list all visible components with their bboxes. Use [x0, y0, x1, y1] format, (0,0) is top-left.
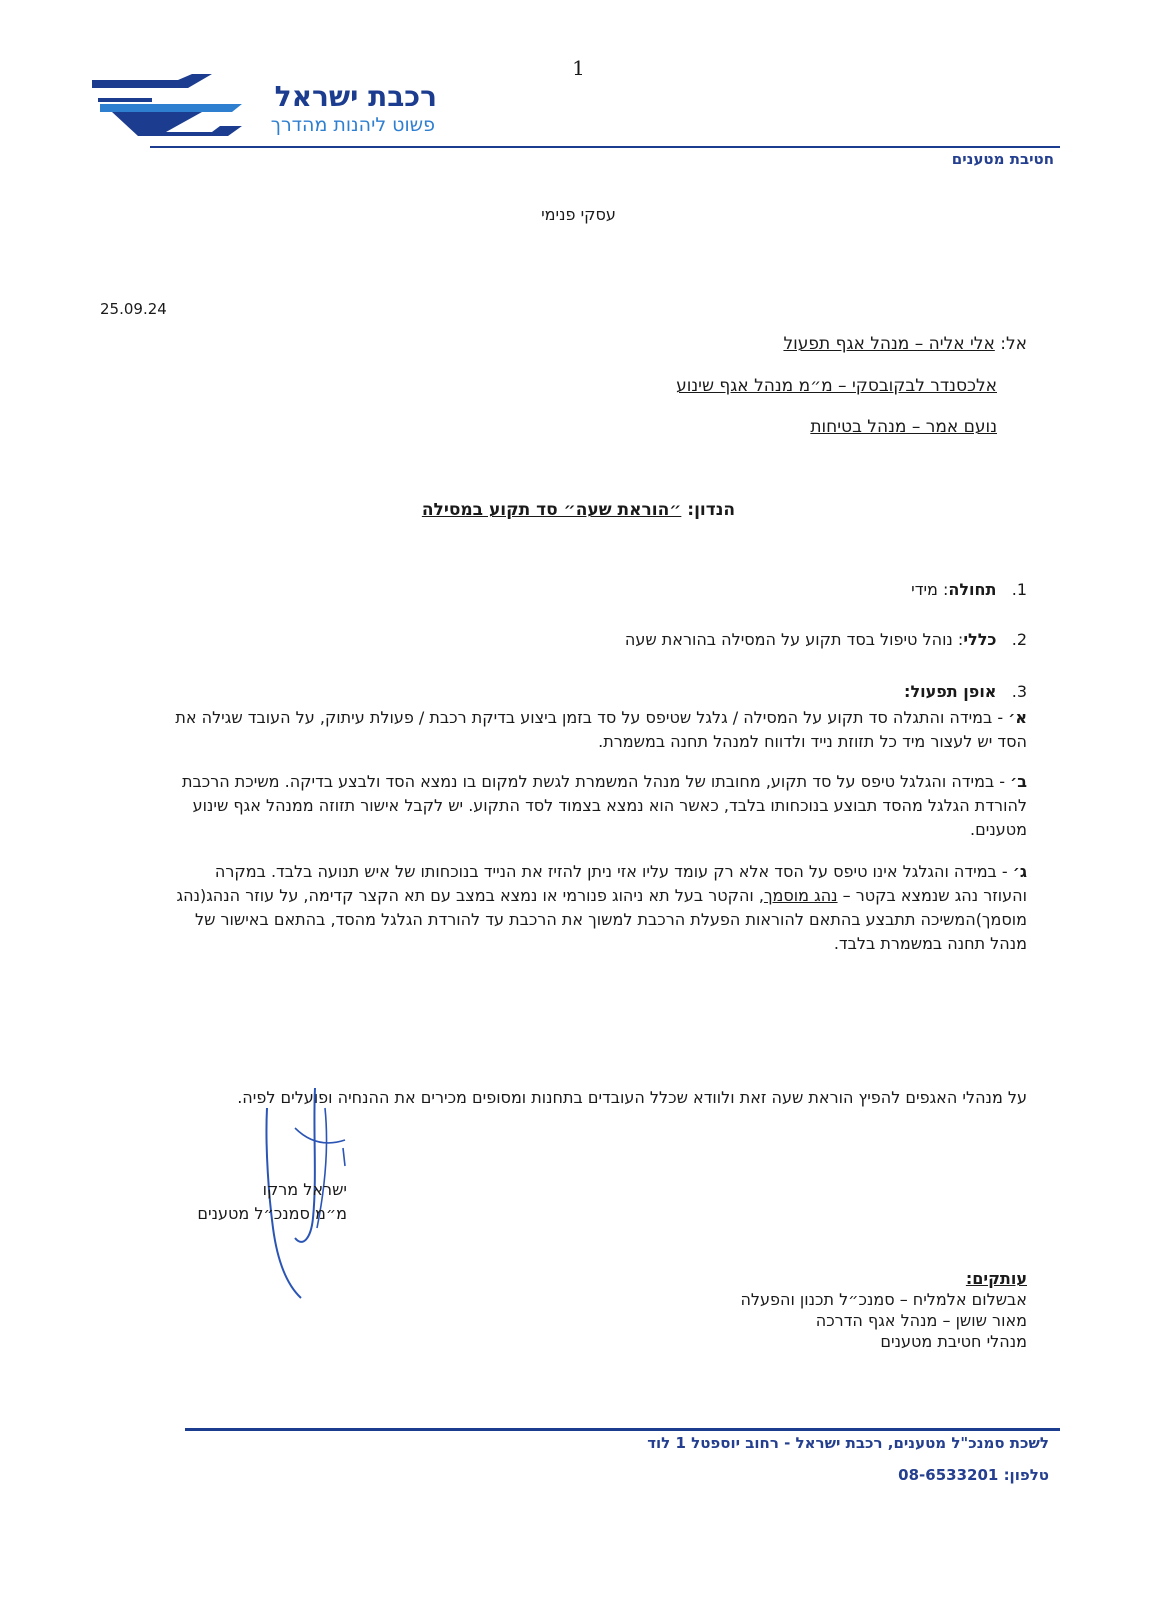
clause-letter: ג׳ [1012, 862, 1027, 881]
footer-address: לשכת סמנכ"ל מטענים, רכבת ישראל - רחוב יוספטל 1 לוד [647, 1434, 1049, 1452]
classification: עסקי פנימי [541, 205, 616, 224]
operation-clause-b [167, 770, 1027, 842]
phone-number: 08-6533201 [898, 1466, 999, 1484]
item-operation [904, 682, 1027, 701]
subject-prefix: הנדון: [687, 500, 736, 520]
subject-text: ״הוראת שעה״ סד תקוע במסילה [421, 500, 682, 520]
copy-recipient: מאור שושן – מנהל אגף הדרכה [815, 1311, 1027, 1330]
footer-phone [898, 1466, 1049, 1484]
item-label: אופן תפעול: [904, 682, 997, 701]
division-name: חטיבת מטענים [951, 150, 1054, 168]
signatory-name: ישראל מרקו [262, 1180, 347, 1199]
item-text: : נוהל טיפול בסד תקוע על המסילה בהוראת שעה [624, 630, 964, 649]
recipients-prefix: אל: [1000, 334, 1027, 354]
item-label: תחולה [948, 580, 997, 599]
clause-letter: א׳ [1008, 708, 1027, 727]
clause-letter: ב׳ [1010, 772, 1027, 791]
recipient-name: אלי אליה – מנהל אגף תפעול [783, 334, 995, 354]
footer-divider [185, 1428, 1060, 1431]
clause-text: - במידה והגלגל אינו טיפס על הסד אלא רק עומד עליו אזי ניתן להזיז את הנייד בנוכחותו של איש תנועה בלבד. במקרה והעוזר נהג שנמצא בקטר – [214, 862, 1027, 905]
operation-clause-c [167, 860, 1027, 956]
closing-paragraph: על מנהלי האגפים להפיץ הוראת שעה זאת ולוודא שכלל העובדים בתחנות ומסופים מכירים את ההנחיה ופועלים לפיה. [237, 1088, 1027, 1107]
signatory-title: מ״מ סמנכ״ל מטענים [197, 1204, 347, 1223]
item-number: 2. [1011, 630, 1027, 649]
copy-recipient: אבשלום אלמליח – סמנכ״ל תכנון והפעלה [740, 1290, 1027, 1309]
item-number: 1. [1011, 580, 1027, 599]
page-number: 1 [572, 56, 585, 80]
recipient-line-2 [676, 376, 997, 396]
phone-label: טלפון: [1003, 1466, 1049, 1484]
logo-title: רכבת ישראל [274, 80, 437, 113]
header-divider [150, 146, 1060, 148]
recipient-name: אלכסנדר לבקובסקי – מ״מ מנהל אגף שינוע [676, 376, 997, 396]
operation-clause-a [167, 706, 1027, 754]
logo-mark-icon [92, 74, 252, 148]
copy-recipient: מנהלי חטיבת מטענים [880, 1332, 1027, 1351]
signature-block [197, 1178, 347, 1226]
item-number: 3. [1011, 682, 1027, 701]
recipient-line-3 [810, 417, 997, 437]
item-text: : מידי [911, 580, 949, 599]
recipient-name: נועם אמר – מנהל בטיחות [810, 417, 997, 437]
clause-underlined-term: נהג מוסמך [763, 886, 838, 905]
subject-line [0, 500, 1157, 520]
item-applicability [911, 580, 1027, 599]
logo-subtitle: פשוט ליהנות מהדרך [270, 114, 435, 136]
clause-text: , והקטר בעל תא ניהוג פנורמי או נמצא במצב עם תא הקצר קדימה, על עוזר הנהג(נהג מוסמך)המשיכה תתבצע בהתאם להוראות הפעלת הרכבת למשוך את הרכבת עד להורדת הגלגל מהסד, בהתאם באישור של מנהל תחנה במשמרת בלבד. [176, 886, 1027, 953]
item-general [625, 630, 1027, 649]
company-logo [92, 74, 437, 148]
clause-text: - במידה והגלגל טיפס על סד תקוע, מחובתו של מנהל המשמרת לגשת למקום בו נמצא הסד ולבצע בדיקה. משיכת הרכבת להורדת הגלגל מהסד תבוצע בנוכחותו בלבד, כאשר הוא נמצא בצמוד לסד התקוע. יש לקבל אישור תזוזה ממנהל אגף שינוע מטענים. [181, 772, 1027, 839]
recipient-line-1 [783, 334, 1027, 354]
document-date: 25.09.24 [100, 300, 167, 318]
item-label: כללי [963, 630, 997, 649]
copies-heading: עותקים: [965, 1269, 1027, 1288]
clause-text: - במידה והתגלה סד תקוע על המסילה / גלגל שטיפס על סד בזמן ביצוע בדיקת רכבת / פעולת עיתוק, על העובד שגילה את הסד יש לעצור מיד כל תזוזת נייד ולדווח למנהל תחנה במשמרת. [175, 708, 1027, 751]
copies-block [740, 1268, 1027, 1352]
